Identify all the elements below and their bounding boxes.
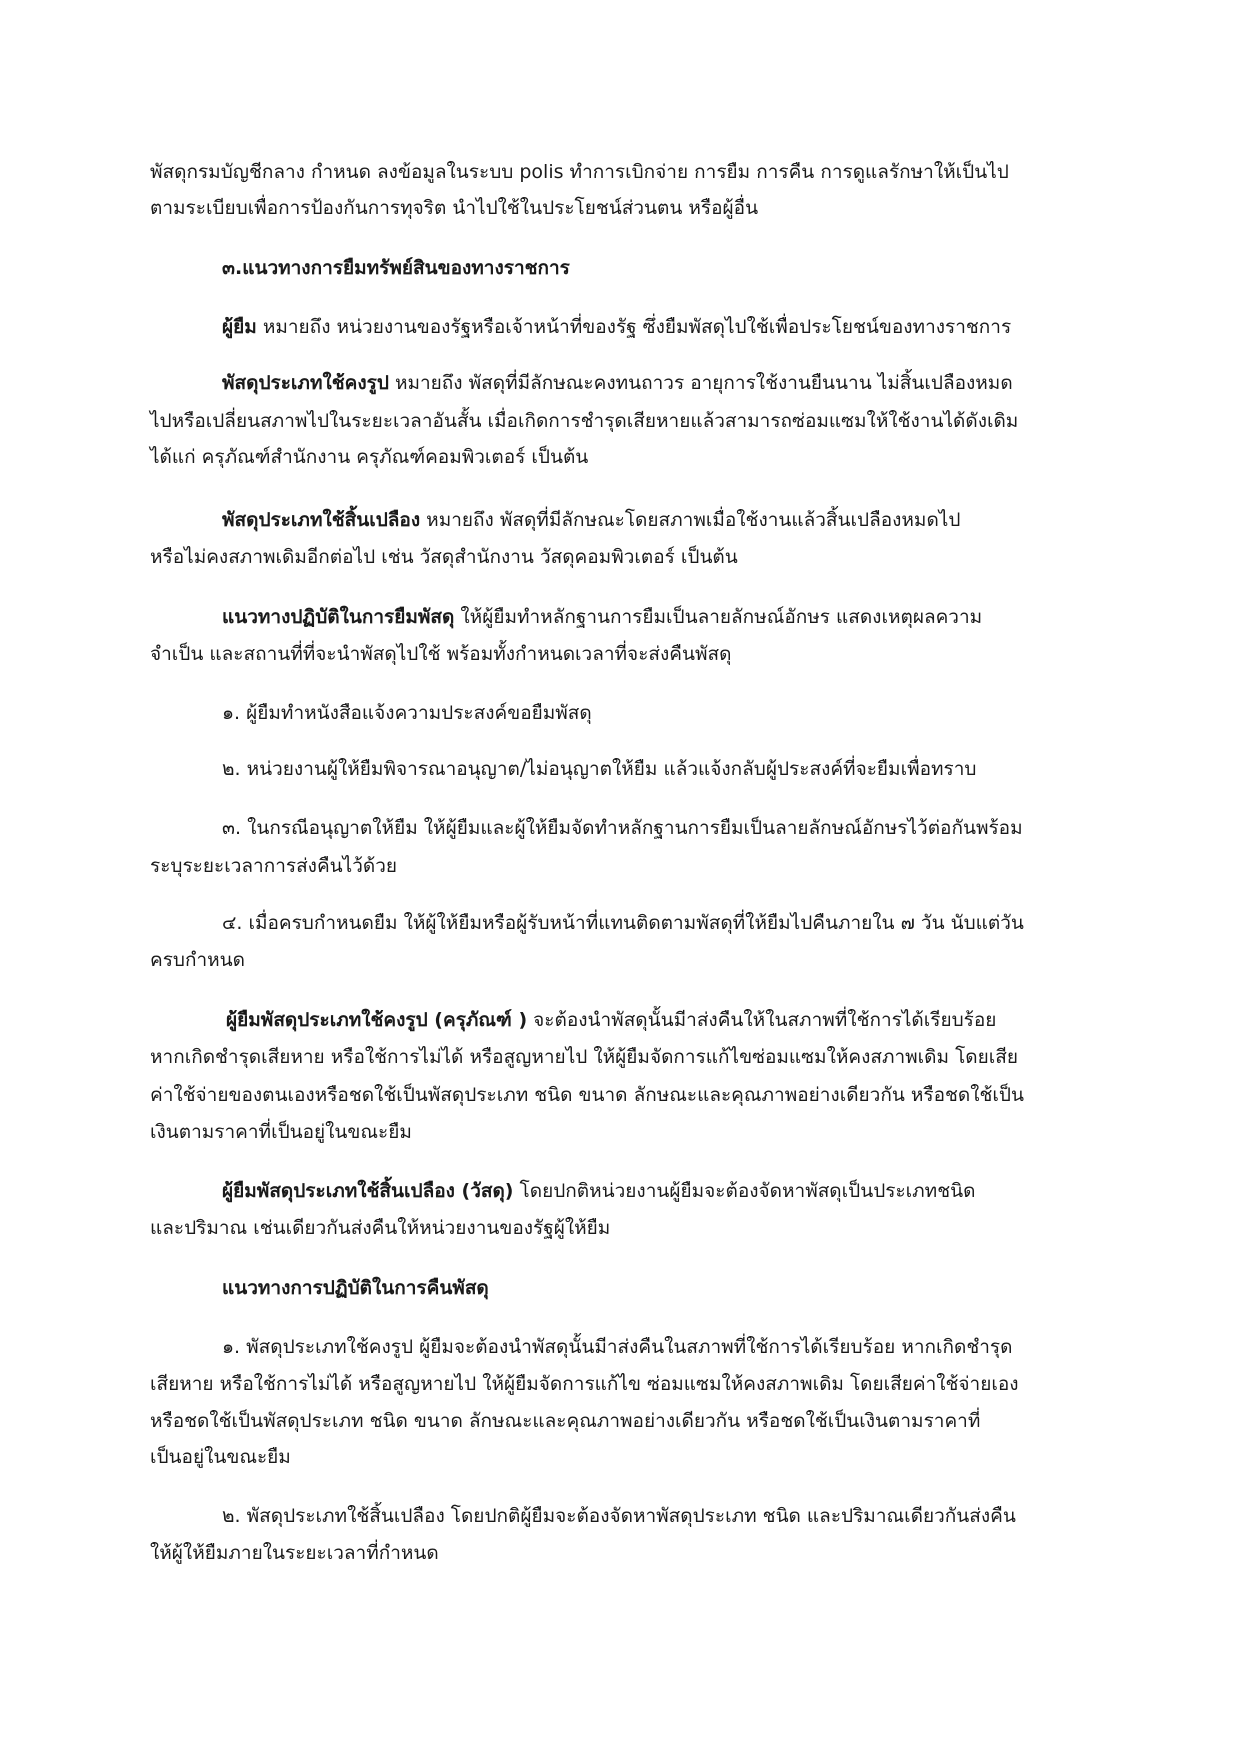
definition-borrow-guideline: [222, 605, 982, 629]
definition-text: หมายถึง หน่วยงานของรัฐหรือเจ้าหน้าที่ของรัฐ ซึ่งยืมพัสดุไปใช้เพื่อประโยชน์ของทางราชการ: [256, 316, 1012, 338]
definition-borrow-guideline-line-2: จำเป็น และสถานที่ที่จะนำพัสดุไปใช้ พร้อมทั้งกำหนดเวลาที่จะส่งคืนพัสดุ: [150, 643, 732, 665]
definition-durable: [222, 371, 1013, 395]
return-step-1-line-2: เสียหาย หรือใช้การไม่ได้ หรือสูญหายไป ให้ผู้ยืมจัดการแก้ไข ซ่อมแซมให้คงสภาพเดิม โดยเสียค่าใช้จ่ายเอง: [150, 1373, 1019, 1395]
definition-text: หมายถึง พัสดุที่มีลักษณะโดยสภาพเมื่อใช้งานแล้วสิ้นเปลืองหมดไป: [420, 509, 961, 531]
definition-term: แนวทางปฏิบัติในการยืมพัสดุ: [222, 606, 455, 628]
definition-durable-line-2: ไปหรือเปลี่ยนสภาพไปในระยะเวลาอันสั้น เมื่อเกิดการชำรุดเสียหายแล้วสามารถซ่อมแซมให้ใช้งานได้ดังเดิม: [150, 410, 1019, 432]
return-step-1: ๑. พัสดุประเภทใช้คงรูป ผู้ยืมจะต้องนำพัสดุนั้นมีาส่งคืนในสภาพที่ใช้การได้เรียบร้อย หากเกิดชำรุด: [222, 1336, 1013, 1358]
borrower-rule-durable-line-3: ค่าใช้จ่ายของตนเองหรือชดใช้เป็นพัสดุประเภท ชนิด ขนาด ลักษณะและคุณภาพอย่างเดียวกัน หรือชดใช้เป็น: [150, 1084, 1024, 1106]
borrower-rule-consumable-line-2: และปริมาณ เช่นเดียวกันส่งคืนให้หน่วยงานของรัฐผู้ให้ยืม: [150, 1217, 611, 1239]
intro-line-2: ตามระเบียบเพื่อการป้องกันการทุจริต นำไปใช้ในประโยชน์ส่วนตน หรือผู้อื่น: [150, 197, 759, 219]
definition-borrower: [222, 315, 1011, 339]
borrower-rule-durable: [226, 1008, 996, 1032]
definition-text: ให้ผู้ยืมทำหลักฐานการยืมเป็นลายลักษณ์อักษร แสดงเหตุผลความ: [454, 606, 983, 628]
borrower-rule-durable-line-4: เงินตามราคาที่เป็นอยู่ในขณะยืม: [150, 1121, 412, 1143]
borrow-step-3: ๓. ในกรณีอนุญาตให้ยืม ให้ผู้ยืมและผู้ให้ยืมจัดทำหลักฐานการยืมเป็นลายลักษณ์อักษรไว้ต่อกันพร้อม: [222, 817, 1023, 839]
borrow-step-4-line-2: ครบกำหนด: [150, 949, 245, 971]
definition-consumable: [222, 508, 960, 532]
return-heading: แนวทางการปฏิบัติในการคืนพัสดุ: [222, 1277, 489, 1299]
definition-text: หมายถึง พัสดุที่มีลักษณะคงทนถาวร อายุการใช้งานยืนนาน ไม่สิ้นเปลืองหมด: [388, 372, 1013, 394]
borrower-rule-consumable: [222, 1179, 975, 1203]
borrow-step-3-line-2: ระบุระยะเวลาการส่งคืนไว้ด้วย: [150, 855, 398, 877]
definition-term: พัสดุประเภทใช้คงรูป: [222, 372, 389, 394]
definition-consumable-line-2: หรือไม่คงสภาพเดิมอีกต่อไป เช่น วัสดุสำนักงาน วัสดุคอมพิวเตอร์ เป็นต้น: [150, 546, 738, 568]
borrow-step-2: ๒. หน่วยงานผู้ให้ยืมพิจารณาอนุญาต/ไม่อนุญาตให้ยืม แล้วแจ้งกลับผู้ประสงค์ที่จะยืมเพื่อทราบ: [222, 758, 977, 780]
intro-line-1: พัสดุกรมบัญชีกลาง กำหนด ลงข้อมูลในระบบ polis ทำการเบิกจ่าย การยืม การคืน การดูแลรักษาให้เป็นไป: [150, 161, 1009, 183]
rule-text: จะต้องนำพัสดุนั้นมีาส่งคืนให้ในสภาพที่ใช้การได้เรียบร้อย: [527, 1009, 997, 1031]
return-step-1-line-3: หรือชดใช้เป็นพัสดุประเภท ชนิด ขนาด ลักษณะและคุณภาพอย่างเดียวกัน หรือชดใช้เป็นเงินตามราคาที่: [150, 1410, 981, 1432]
rule-text: โดยปกติหน่วยงานผู้ยืมจะต้องจัดหาพัสดุเป็นประเภทชนิด: [513, 1180, 976, 1202]
return-step-2-line-2: ให้ผู้ให้ยืมภายในระยะเวลาที่กำหนด: [150, 1542, 439, 1564]
borrow-step-1: ๑. ผู้ยืมทำหนังสือแจ้งความประสงค์ขอยืมพัสดุ: [222, 702, 592, 724]
return-step-2: ๒. พัสดุประเภทใช้สิ้นเปลือง โดยปกติผู้ยืมจะต้องจัดหาพัสดุประเภท ชนิด และปริมาณเดียวกันส่งคืน: [222, 1505, 1016, 1527]
definition-term: พัสดุประเภทใช้สิ้นเปลือง: [222, 509, 421, 531]
definition-term: ผู้ยืม: [222, 316, 257, 338]
section-heading: ๓.แนวทางการยืมทรัพย์สินของทางราชการ: [222, 257, 570, 279]
rule-term: ผู้ยืมพัสดุประเภทใช้คงรูป (ครุภัณฑ์ ): [226, 1009, 528, 1031]
return-step-1-line-4: เป็นอยู่ในขณะยืม: [150, 1446, 291, 1468]
definition-durable-line-3: ได้แก่ ครุภัณฑ์สำนักงาน ครุภัณฑ์คอมพิวเตอร์ เป็นต้น: [150, 446, 589, 468]
borrower-rule-durable-line-2: หากเกิดชำรุดเสียหาย หรือใช้การไม่ได้ หรือสูญหายไป ให้ผู้ยืมจัดการแก้ไขซ่อมแซมให้คงสภาพเดิม โดยเสีย: [150, 1046, 1018, 1068]
borrow-step-4: ๔. เมื่อครบกำหนดยืม ให้ผู้ให้ยืมหรือผู้รับหน้าที่แทนติดตามพัสดุที่ให้ยืมไปคืนภายใน ๗ วัน นับแต่วัน: [222, 912, 1024, 934]
rule-term: ผู้ยืมพัสดุประเภทใช้สิ้นเปลือง (วัสดุ): [222, 1180, 514, 1202]
